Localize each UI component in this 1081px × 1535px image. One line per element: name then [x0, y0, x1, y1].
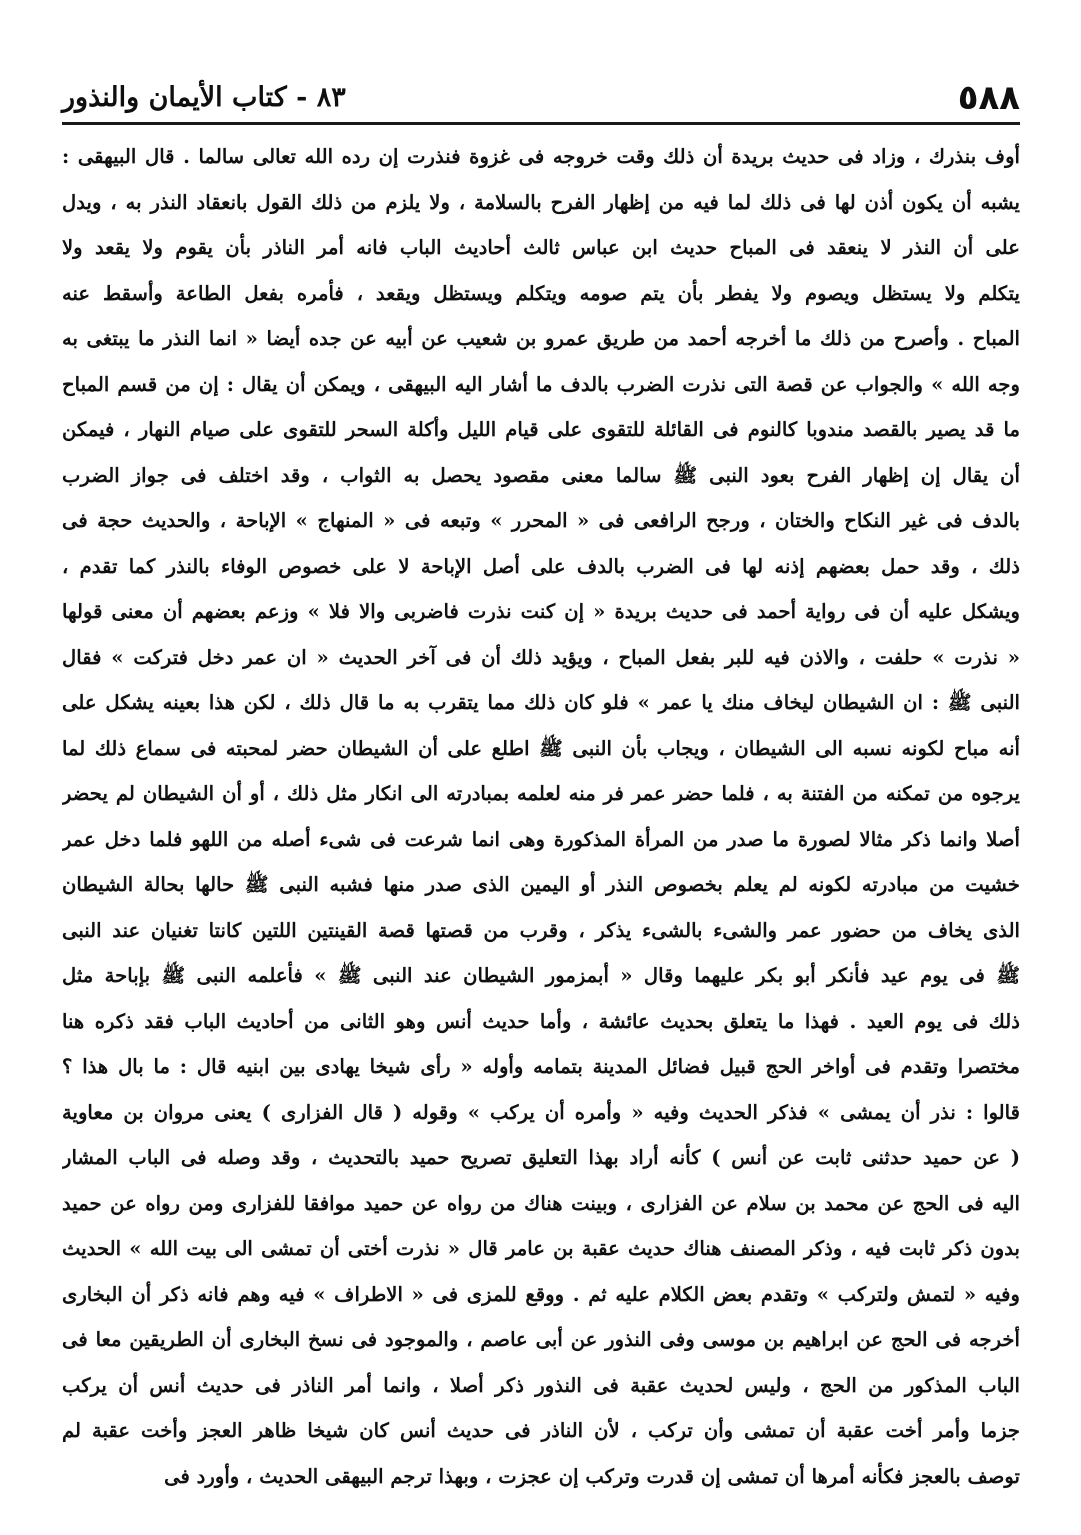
text-line: « نذرت » حلفت ، والاذن فيه للبر بفعل المباح ، ويؤيد ذلك أن فى آخر الحديث « ان عمر دخل فتركت » فقال: [62, 645, 1020, 669]
text-line: الذى يخاف من حضور عمر والشىء بالشىء يذكر ، وقرب من قصتها قصة القينتين اللتين كانتا تغنيان عند النبى: [62, 918, 1020, 942]
text-line: المباح . وأصرح من ذلك ما أخرجه أحمد من طريق عمرو بن شعيب عن أبيه عن جده أيضا « انما النذر ما يبتغى به: [62, 327, 1020, 350]
text-line: وجه الله » والجواب عن قصة التى نذرت الضرب بالدف ما أشار اليه البيهقى ، ويمكن أن يقال : إن من قسم المباح: [62, 372, 1020, 396]
text-line: أصلا وانما ذكر مثالا لصورة ما صدر من المرأة المذكورة وهى انما شرعت فى شىء أصله من اللهو فلما دخل عمر: [62, 827, 1020, 851]
text-line: خشيت من مبادرته لكونه لم يعلم بخصوص النذر أو اليمين الذى صدر منها فشبه النبى ﷺ حالها بحالة الشيطان: [62, 873, 1020, 896]
text-line: على أن النذر لا ينعقد فى المباح حديث ابن عباس ثالث أحاديث الباب فانه أمر الناذر بأن يقوم ولا يقعد ولا: [62, 236, 1020, 259]
header-rule: [62, 122, 1020, 125]
text-line: ذلك فى يوم العيد . فهذا ما يتعلق بحديث عائشة ، وأما حديث أنس وهو الثانى من أحاديث الباب فقد ذكره هنا: [62, 1009, 1020, 1033]
text-line: اليه فى الحج عن محمد بن سلام عن الفزارى ، وبينت هناك من رواه عن حميد موافقا للفزارى ومن رواه عن حميد: [62, 1191, 1020, 1215]
text-line: أن يقال إن إظهار الفرح بعود النبى ﷺ سالما معنى مقصود يحصل به الثواب ، وقد اختلف فى جواز الضرب: [62, 463, 1020, 487]
page-header: [62, 76, 1020, 120]
text-line: النبى ﷺ : ان الشيطان ليخاف منك يا عمر » فلو كان ذلك مما يتقرب به ما قال ذلك ، لكن هذا بعينه يشكل على: [62, 691, 1020, 714]
text-line: أنه مباح لكونه نسبه الى الشيطان ، ويجاب بأن النبى ﷺ اطلع على أن الشيطان حضر لمحبته فى سماع ذلك لما: [62, 736, 1020, 760]
text-line: مختصرا وتقدم فى أواخر الحج قبيل فضائل المدينة بتمامه وأوله « رأى شيخا يهادى بين ابنيه قال : ما بال هذا ؟: [62, 1055, 1020, 1078]
body-text: [62, 134, 1020, 1499]
text-line: بدون ذكر ثابت فيه ، وذكر المصنف هناك حديث عقبة بن عامر قال « نذرت أختى أن تمشى الى بيت الله » الحديث: [62, 1237, 1020, 1260]
text-line: الباب المذكور من الحج ، وليس لحديث عقبة فى النذور ذكر أصلا ، وانما أمر الناذر فى حديث أنس أن يركب: [62, 1373, 1020, 1397]
text-line: ذلك ، وقد حمل بعضهم إذنه لها فى الضرب بالدف على أصل الإباحة لا على خصوص الوفاء بالنذر كما تقدم ،: [62, 554, 1020, 578]
text-line: أخرجه فى الحج عن ابراهيم بن موسى وفى النذور عن أبى عاصم ، والموجود فى نسخ البخارى أن الطريقين معا فى: [62, 1328, 1020, 1351]
text-line: قالوا : نذر أن يمشى » فذكر الحديث وفيه « وأمره أن يركب » وقوله ( قال الفزارى ) يعنى مروان بن معاوية: [62, 1100, 1020, 1124]
text-line: توصف بالعجز فكأنه أمرها أن تمشى إن قدرت وتركب إن عجزت ، وبهذا ترجم البيهقى الحديث ، وأورد فى: [164, 1464, 1020, 1488]
text-line: ويشكل عليه أن فى رواية أحمد فى حديث بريدة « إن كنت نذرت فاضربى والا فلا » وزعم بعضهم أن معنى قولها: [62, 600, 1020, 623]
text-line: وفيه « لتمش ولتركب » وتقدم بعض الكلام عليه ثم . ووقع للمزى فى « الاطراف » فيه وهم فانه ذكر أن البخارى: [62, 1282, 1020, 1306]
text-line: يرجوه من تمكنه من الفتنة به ، فلما حضر عمر فر منه لعلمه بمبادرته الى انكار مثل ذلك ، أو أن الشيطان لم يحضر: [62, 782, 1020, 805]
text-line: يتكلم ولا يستظل ويصوم ولا يفطر بأن يتم صومه ويتكلم ويستظل ويقعد ، فأمره بفعل الطاعة وأسقط عنه: [62, 281, 1020, 305]
page-number: ٥٨٨: [957, 78, 1020, 118]
text-line: بالدف فى غير النكاح والختان ، ورجح الرافعى فى « المحرر » وتبعه فى « المنهاج » الإباحة ، والحديث حجة فى: [62, 509, 1020, 532]
text-line: يشبه أن يكون أذن لها فى ذلك لما فيه من إظهار الفرح بالسلامة ، ولا يلزم من ذلك القول بانعقاد النذر به ، ويدل: [62, 190, 1020, 214]
text-line: ﷺ فى يوم عيد فأنكر أبو بكر عليهما وقال « أبمزمور الشيطان عند النبى ﷺ » فأعلمه النبى ﷺ بإباحة مثل: [62, 964, 1020, 987]
text-line: جزما وأمر أخت عقبة أن تمشى وأن تركب ، لأن الناذر فى حديث أنس كان شيخا ظاهر العجز وأخت عقبة لم: [62, 1419, 1020, 1442]
text-line: ما قد يصير بالقصد مندوبا كالنوم فى القائلة للتقوى على قيام الليل وأكلة السحر للتقوى على صيام النهار ، فيمكن: [62, 418, 1020, 441]
running-title: ٨٣ - كتاب الأيمان والنذور: [62, 82, 346, 113]
text-line: ( عن حميد حدثنى ثابت عن أنس ) كأنه أراد بهذا التعليق تصريح حميد بالتحديث ، وقد وصله فى الباب المشار: [62, 1146, 1020, 1169]
text-line: أوف بنذرك ، وزاد فى حديث بريدة أن ذلك وقت خروجه فى غزوة فنذرت إن رده الله تعالى سالما . قال البيهقى :: [62, 145, 1020, 168]
